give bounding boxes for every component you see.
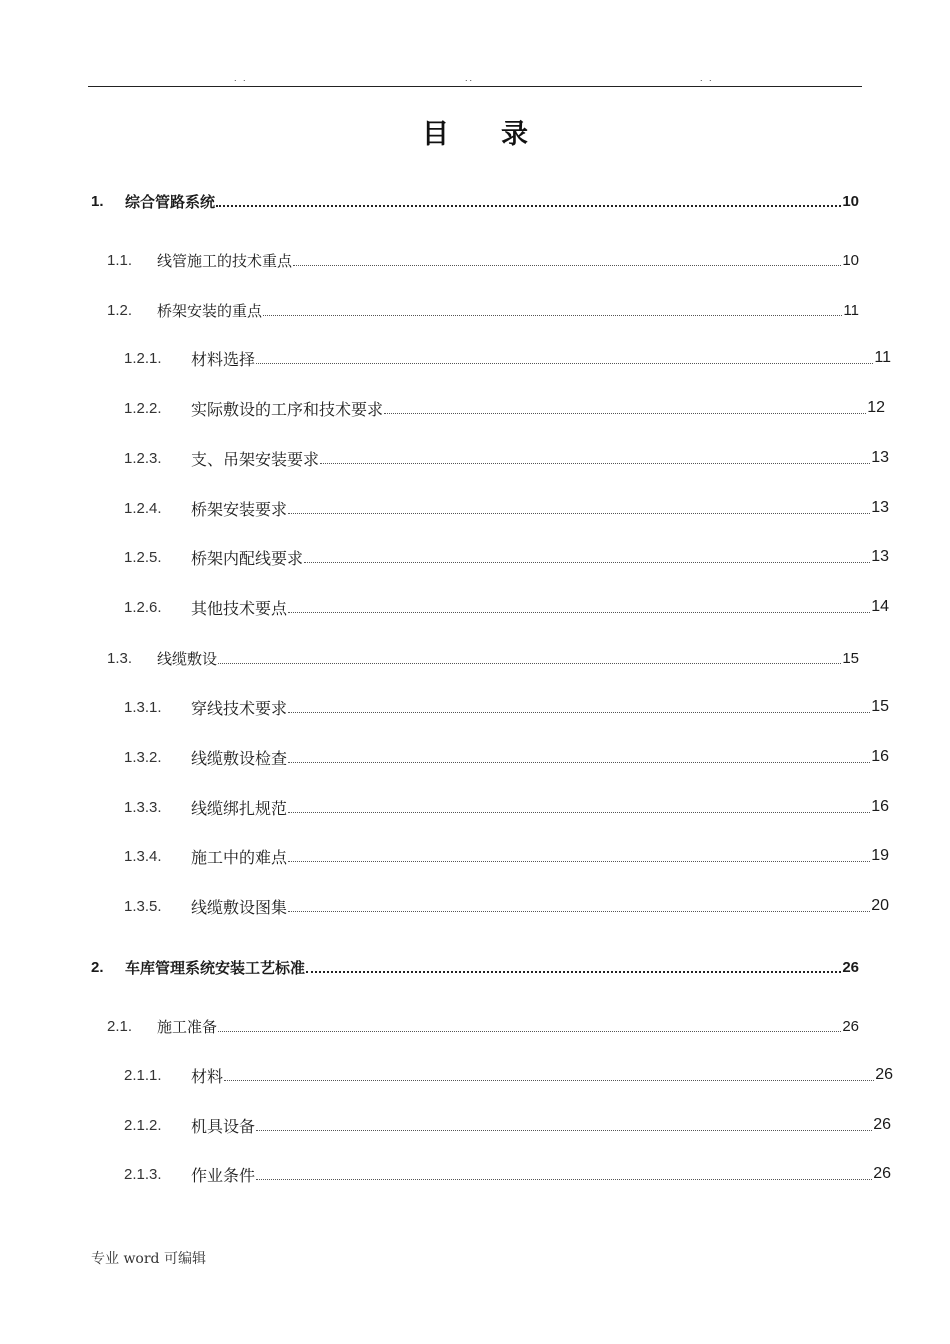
toc-title: 目录 [422,119,580,150]
toc-entry-label: 作业条件 [191,1165,256,1185]
toc-entry-label: 机具设备 [191,1116,256,1136]
toc-entry-number: 1.3.1. [124,698,162,716]
toc-entry-number: 1. [91,192,104,210]
toc-entry-number: 1.3. [107,649,133,667]
dot-leader [304,562,870,563]
toc-entry-page: 16 [871,748,889,765]
toc-entry-page: 10 [842,192,859,210]
toc-entry-number: 2.1.3. [124,1165,162,1183]
toc-entry-label: 支、吊架安装要求 [191,449,320,469]
dot-leader [306,971,841,973]
toc-entry-page: 13 [871,499,889,516]
toc-entry-number: 1.2.6. [124,598,162,616]
toc-entry-number: 2.1.1. [124,1066,162,1084]
toc-entry-number: 1.1. [107,251,133,269]
toc-entry[interactable] [124,447,889,469]
toc-entry-page: 14 [871,598,889,615]
toc-entry-number: 2.1.2. [124,1116,162,1134]
header-dots-center: .. [465,73,475,83]
toc-entry-page: 12 [867,399,885,416]
toc-entry-page: 26 [842,1017,859,1035]
toc-entry-page: 20 [871,897,889,914]
toc-entry[interactable] [124,796,889,818]
toc-entry-number: 1.3.2. [124,748,162,766]
toc-entry[interactable] [124,596,889,618]
dot-leader [218,663,841,664]
toc-entry-label: 材料选择 [191,349,256,369]
header-dots-left: . . [234,73,248,83]
dot-leader [320,463,870,464]
toc-entry-page: 15 [871,698,889,715]
toc-entry-page: 13 [871,548,889,565]
dot-leader [216,205,841,207]
dot-leader [256,1179,872,1180]
toc-entry-page: 16 [871,798,889,815]
toc-entry[interactable] [107,249,859,271]
toc-entry-label: 综合管路系统 [125,192,216,211]
toc-entry-label: 线缆绑扎规范 [191,798,288,818]
toc-entry[interactable] [107,647,859,669]
dot-leader [224,1080,874,1081]
toc-entry-page: 26 [873,1165,891,1182]
toc-entry[interactable] [124,397,885,419]
dot-leader [256,1130,872,1131]
toc-entry-label: 实际敷设的工序和技术要求 [191,399,384,419]
toc-entry[interactable] [124,1114,891,1136]
header-rule [88,86,862,87]
toc-entry-label: 穿线技术要求 [191,698,288,718]
toc-entry-number: 1.2.4. [124,499,162,517]
dot-leader [288,911,870,912]
toc-entry-page: 19 [871,847,889,864]
toc-entry-number: 1.3.3. [124,798,162,816]
toc-entry-label: 线管施工的技术重点 [157,251,293,270]
toc-entry-number: 1.2. [107,301,133,319]
toc-entry-number: 1.2.3. [124,449,162,467]
dot-leader [293,265,841,266]
toc-entry[interactable] [124,746,889,768]
toc-entry-number: 1.3.4. [124,847,162,865]
toc-entry-page: 11 [843,301,859,319]
toc-entry-page: 26 [842,958,859,976]
dot-leader [288,513,870,514]
toc-entry-number: 1.3.5. [124,897,162,915]
dot-leader [288,812,870,813]
dot-leader [263,315,842,316]
toc-entry-page: 26 [873,1116,891,1133]
toc-entry-page: 10 [842,251,859,269]
toc-entry[interactable] [107,1015,859,1037]
toc-entry-page: 15 [842,649,859,667]
toc-entry-label: 桥架安装要求 [191,499,288,519]
toc-entry-label: 施工准备 [157,1017,218,1036]
toc-entry-label: 桥架内配线要求 [191,548,304,568]
dot-leader [256,363,873,364]
toc-entry-page: 26 [875,1066,893,1083]
toc-entry[interactable] [124,347,891,369]
toc-entry-label: 车库管理系统安装工艺标准 [125,958,306,977]
toc-entry-label: 材料 [191,1066,224,1086]
toc-entry[interactable] [91,956,859,978]
dot-leader [218,1031,841,1032]
toc-entry[interactable] [91,190,859,212]
toc-entry-page: 13 [871,449,889,466]
toc-entry-label: 线缆敷设 [157,649,218,668]
toc-entry[interactable] [124,546,889,568]
toc-entry-page: 11 [874,349,891,366]
toc-entry[interactable] [124,1064,893,1086]
toc-entry-label: 线缆敷设检查 [191,748,288,768]
header-dots-right: . . [700,73,714,83]
toc-entry[interactable] [124,497,889,519]
dot-leader [288,612,870,613]
toc-entry[interactable] [124,1163,891,1185]
toc-entry-label: 桥架安装的重点 [157,301,263,320]
toc-entry[interactable] [124,696,889,718]
dot-leader [288,712,870,713]
dot-leader [384,413,866,414]
toc-entry-number: 2. [91,958,104,976]
dot-leader [288,861,870,862]
toc-entry[interactable] [124,845,889,867]
toc-entry-number: 2.1. [107,1017,133,1035]
toc-entry-number: 1.2.2. [124,399,162,417]
toc-entry-number: 1.2.5. [124,548,162,566]
toc-entry-label: 施工中的难点 [191,847,288,867]
toc-entry-label: 其他技术要点 [191,598,288,618]
toc-entry[interactable] [107,299,859,321]
footer-text: 专业 word 可编辑 [91,1251,206,1267]
toc-entry-number: 1.2.1. [124,349,162,367]
toc-entry-label: 线缆敷设图集 [191,897,288,917]
toc-entry[interactable] [124,895,889,917]
dot-leader [288,762,870,763]
